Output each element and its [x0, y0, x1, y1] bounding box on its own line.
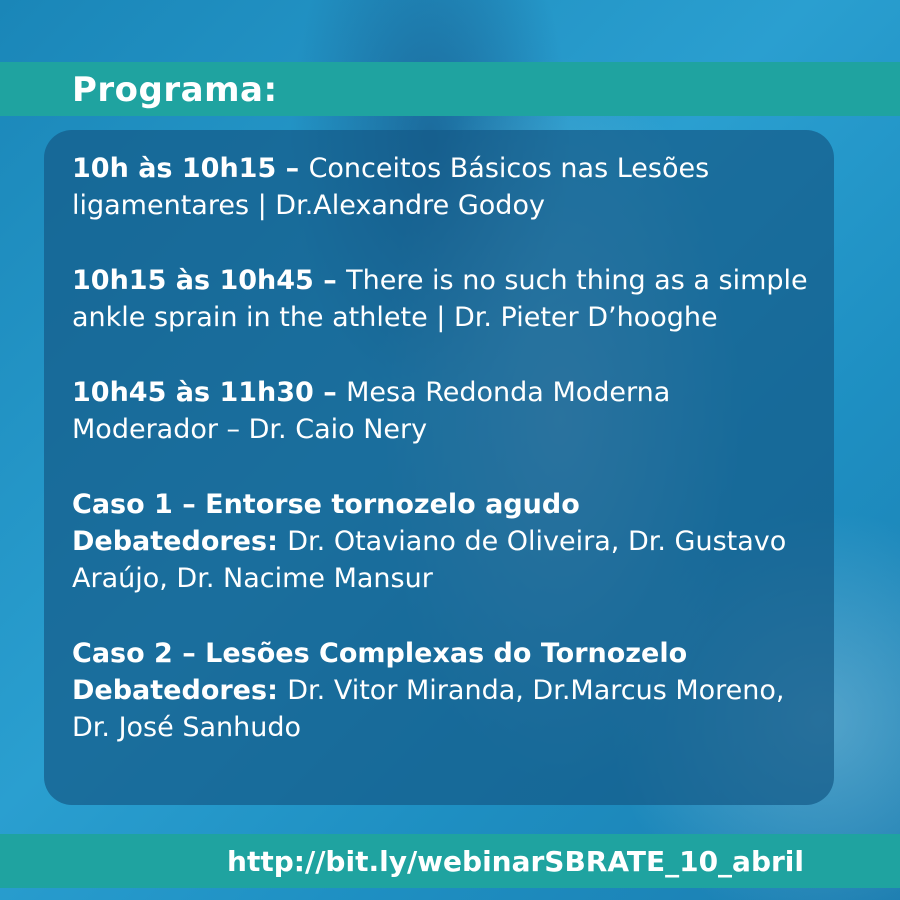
webinar-link[interactable]: http://bit.ly/webinarSBRATE_10_abril	[227, 845, 804, 878]
program-item-4	[72, 486, 822, 597]
item-time: 10h45 às 11h30 –	[72, 377, 347, 408]
item-case-title: Caso 1 – Entorse tornozelo agudo	[72, 489, 580, 520]
item-time: 10h às 10h15 –	[72, 153, 309, 184]
item-debaters: Dr. Otaviano de Oliveira, Dr. Gustavo Araújo, Dr. Nacime Mansur	[72, 526, 787, 594]
item-debaters-label: Debatedores:	[72, 675, 288, 706]
item-description: Mesa Redonda Moderna	[346, 377, 671, 408]
item-time: 10h15 às 10h45 –	[72, 265, 347, 296]
item-description: There is no such thing as a simple ankle sprain in the athlete | Dr. Pieter D’hooghe	[72, 265, 808, 333]
program-item-5	[72, 635, 822, 746]
program-item-1	[72, 150, 822, 224]
program-list	[72, 150, 822, 784]
item-description: Conceitos Básicos nas Lesões ligamentares | Dr.Alexandre Godoy	[72, 153, 710, 221]
item-case-title: Caso 2 – Lesões Complexas do Tornozelo	[72, 638, 688, 669]
program-item-2	[72, 262, 822, 336]
item-moderator: Moderador – Dr. Caio Nery	[72, 414, 428, 445]
program-item-3	[72, 374, 822, 448]
page-title: Programa:	[72, 70, 278, 110]
item-debaters: Dr. Vitor Miranda, Dr.Marcus Moreno, Dr. José Sanhudo	[72, 675, 785, 743]
item-debaters-label: Debatedores:	[72, 526, 288, 557]
